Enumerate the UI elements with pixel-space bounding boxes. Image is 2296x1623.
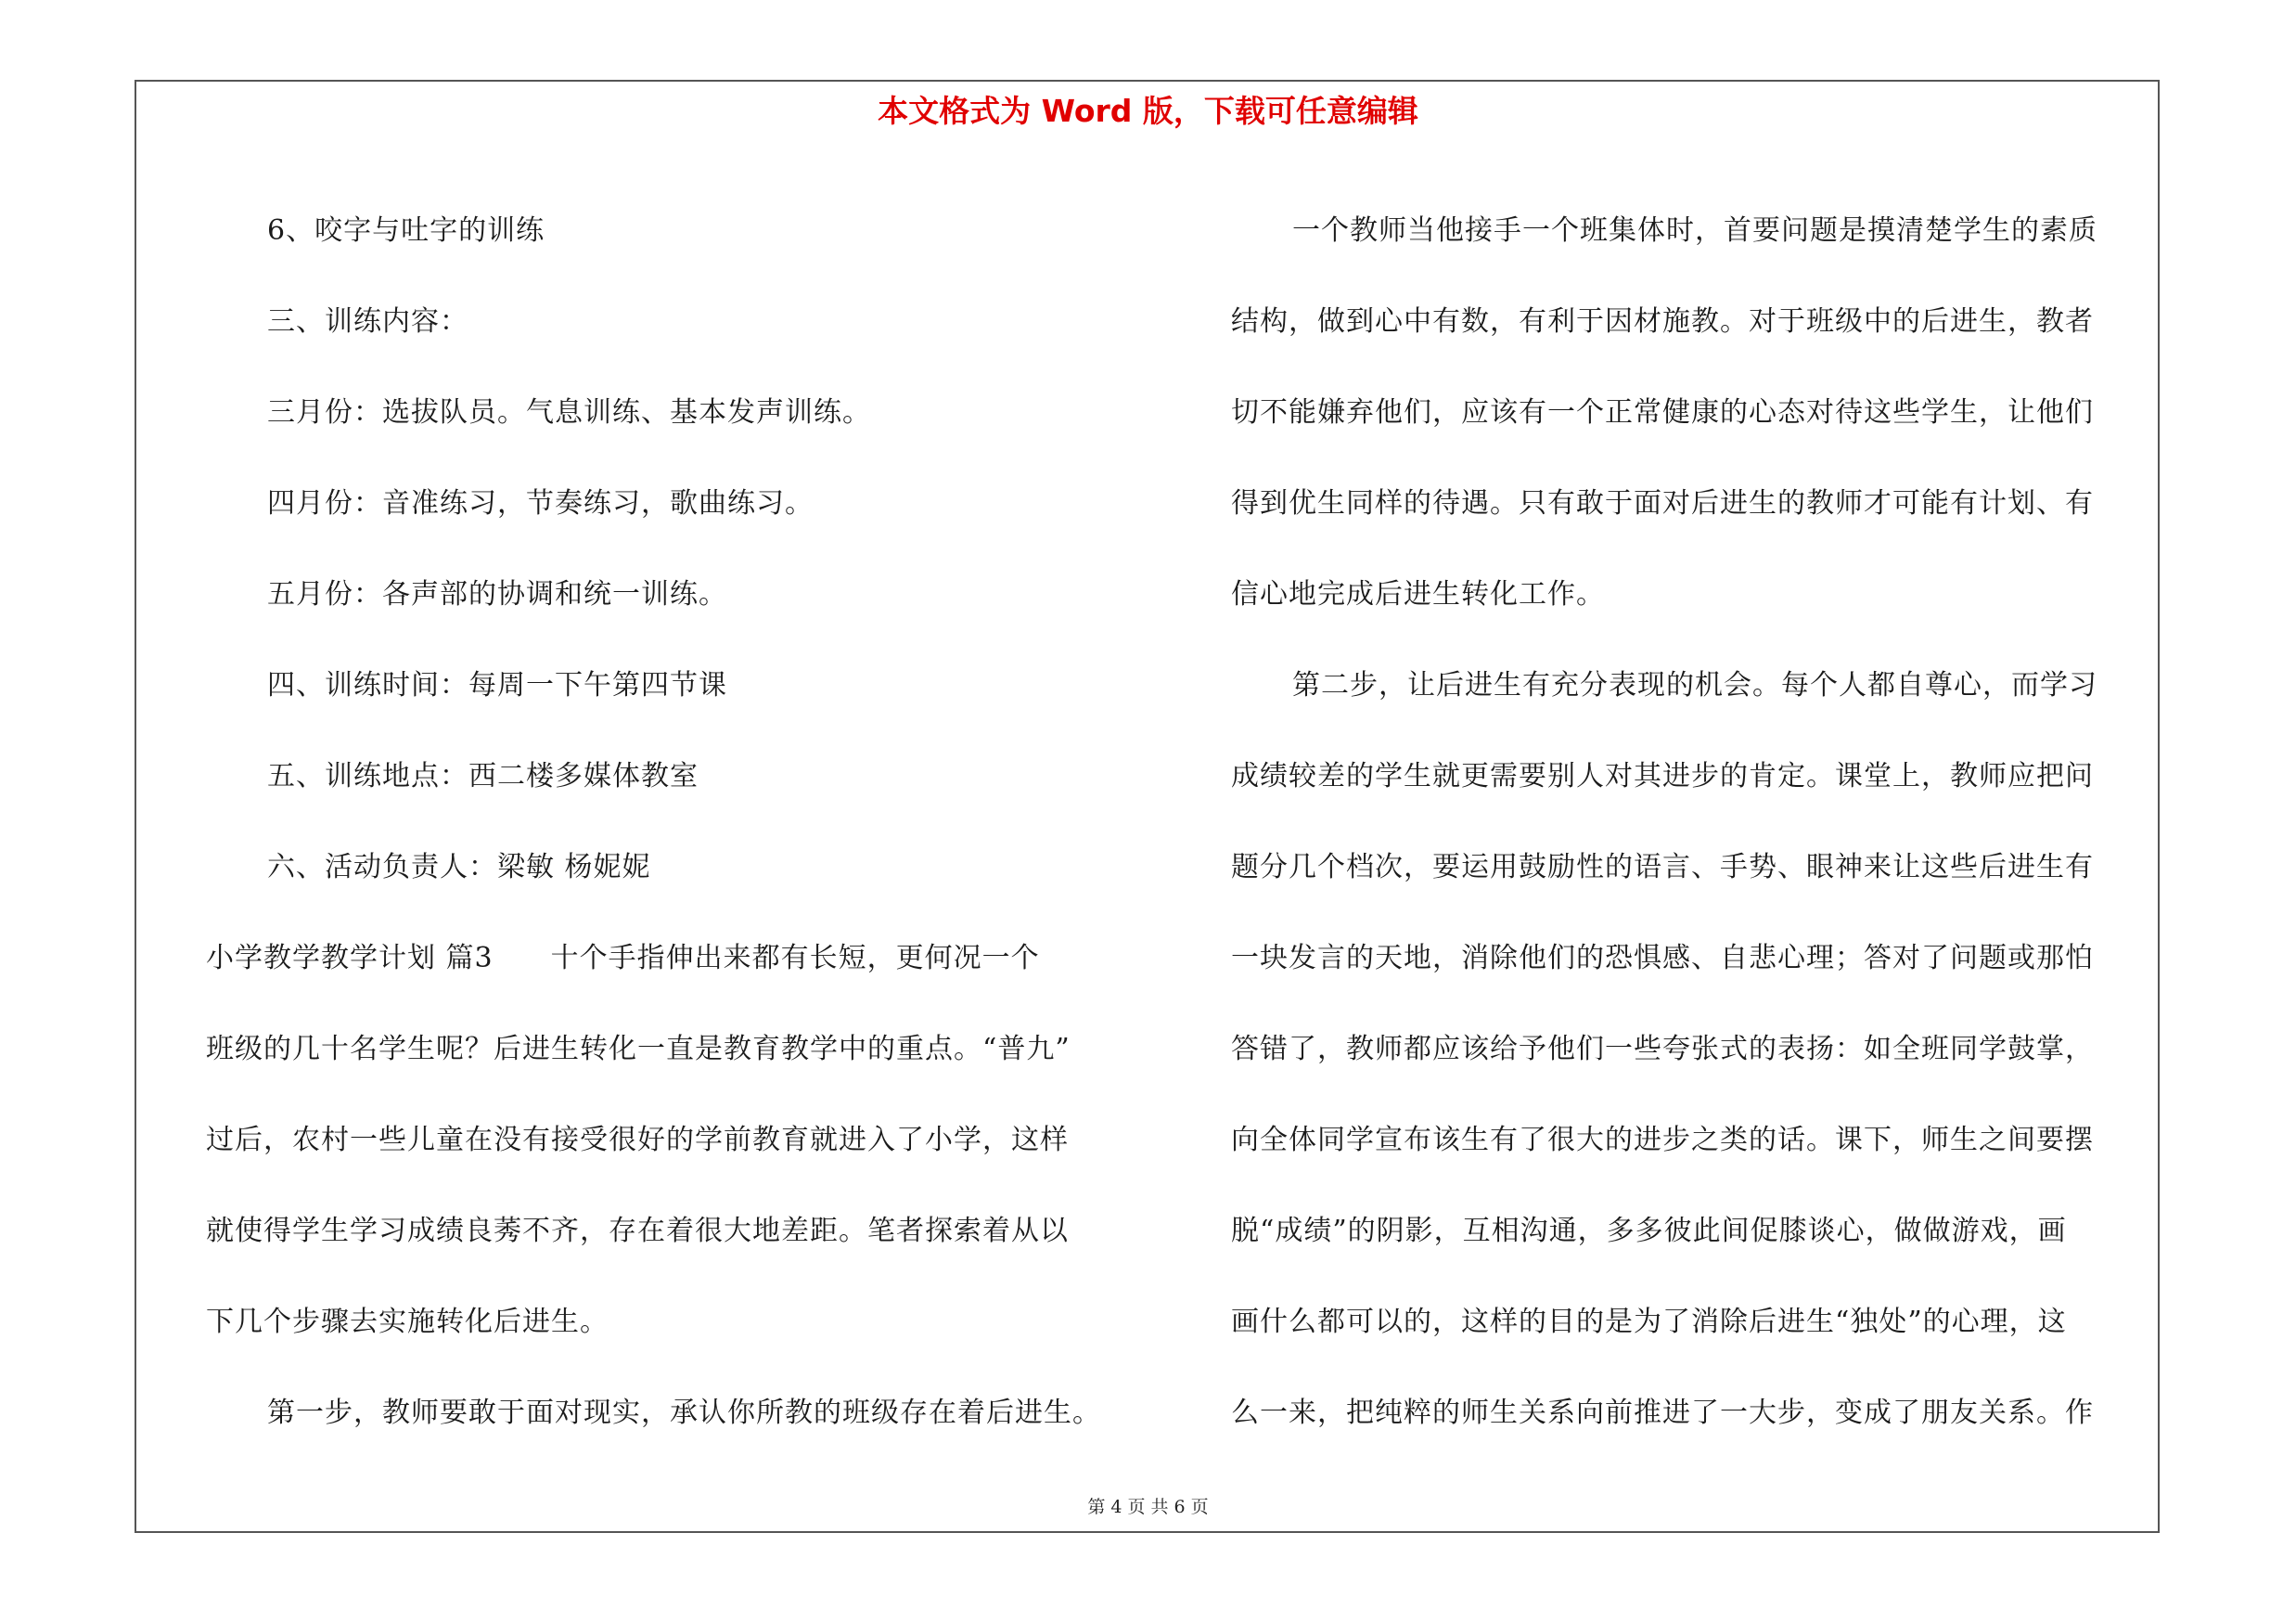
text-line: 下几个步骤去实施转化后进生。 (206, 1306, 609, 1338)
text-line: 向全体同学宣布该生有了很大的进步之类的话。课下，师生之间要摆 (1231, 1124, 2094, 1156)
text-line: 四月份：音准练习，节奏练习，歌曲练习。 (267, 487, 814, 520)
text-line: 五月份：各声部的协调和统一训练。 (267, 578, 727, 611)
article-title-line: 小学教学教学计划 篇3 十个手指伸出来都有长短，更何况一个 (206, 942, 1040, 974)
text-line: 结构，做到心中有数，有利于因材施教。对于班级中的后进生，教者 (1231, 305, 2094, 338)
text-line: 切不能嫌弃他们，应该有一个正常健康的心态对待这些学生，让他们 (1231, 396, 2094, 429)
text-line: 脱“成绩”的阴影，互相沟通，多多彼此间促膝谈心，做做游戏，画 (1231, 1215, 2067, 1247)
text-line: 答错了，教师都应该给予他们一些夸张式的表扬：如全班同学鼓掌， (1231, 1033, 2094, 1065)
text-line: 成绩较差的学生就更需要别人对其进步的肯定。课堂上，教师应把问 (1231, 760, 2094, 792)
text-line: 得到优生同样的待遇。只有敢于面对后进生的教师才可能有计划、有 (1231, 487, 2094, 520)
text-line: 就使得学生学习成绩良莠不齐，存在着很大地差距。笔者探索着从以 (206, 1215, 1069, 1247)
section-heading: 六、活动负责人：梁敏 杨妮妮 (267, 851, 651, 883)
left-column (206, 186, 1171, 1459)
text-line: 一个教师当他接手一个班集体时，首要问题是摸清楚学生的素质 (1292, 214, 2097, 247)
text-line: 三月份：选拔队员。气息训练、基本发声训练。 (267, 396, 871, 429)
page-number-footer: 第 4 页 共 6 页 (1087, 1497, 1209, 1517)
text-line: 第二步，让后进生有充分表现的机会。每个人都自尊心，而学习 (1292, 669, 2097, 702)
text-line: 一块发言的天地，消除他们的恐惧感、自悲心理；答对了问题或那怕 (1231, 942, 2094, 974)
text-line: 第一步，教师要敢于面对现实，承认你所教的班级存在着后进生。 (267, 1397, 1101, 1429)
text-line: 过后，农村一些儿童在没有接受很好的学前教育就进入了小学，这样 (206, 1124, 1069, 1156)
section-heading: 四、训练时间：每周一下午第四节课 (267, 669, 727, 702)
text-line: 班级的几十名学生呢？后进生转化一直是教育教学中的重点。“普九” (206, 1033, 1071, 1065)
text-line: 信心地完成后进生转化工作。 (1231, 578, 1605, 611)
section-heading: 三、训练内容： (267, 305, 468, 338)
text-line: 么一来，把纯粹的师生关系向前推进了一大步，变成了朋友关系。作 (1231, 1397, 2094, 1429)
section-heading: 五、训练地点：西二楼多媒体教室 (267, 760, 699, 792)
text-line: 题分几个档次，要运用鼓励性的语言、手势、眼神来让这些后进生有 (1231, 851, 2094, 883)
text-line: 画什么都可以的，这样的目的是为了消除后进生“独处”的心理，这 (1231, 1306, 2067, 1338)
format-banner: 本文格式为 Word 版，下载可任意编辑 (878, 93, 1418, 129)
text-line: 6、咬字与吐字的训练 (267, 214, 545, 247)
right-column (1231, 186, 2159, 1459)
